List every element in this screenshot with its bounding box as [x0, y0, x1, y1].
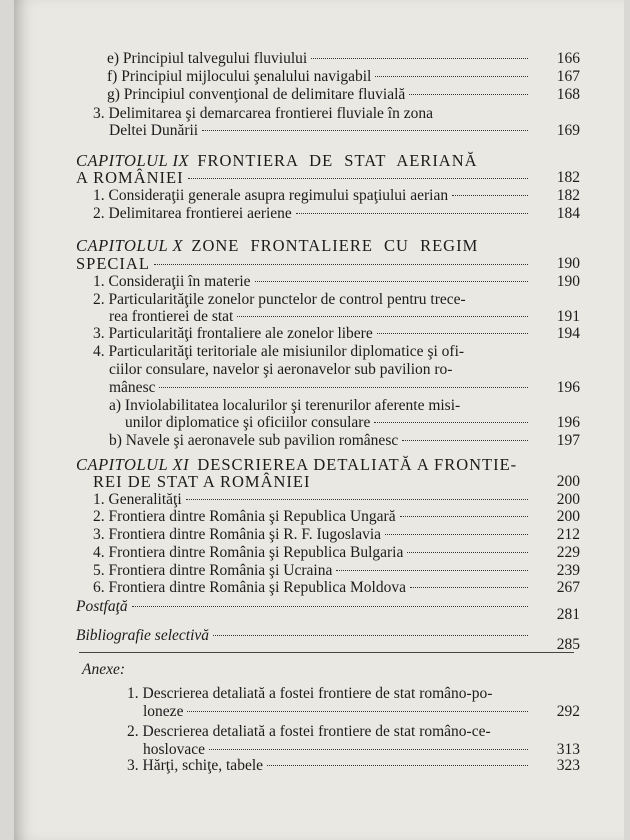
chapter-title: FRONTIERA DE STAT AERIANĂ [197, 151, 478, 170]
chapter-number: CAPITOLUL IX [76, 151, 190, 170]
toc-entry-f [107, 67, 532, 87]
page-number: 168 [556, 86, 580, 103]
toc-entry-label: 1. Consideraţii generale asupra regimului spaţiului aerian [93, 187, 449, 204]
dot-leader [407, 552, 528, 553]
dot-leader [213, 635, 528, 636]
page-number: 184 [556, 205, 580, 222]
toc-entry-10-4-line2: ciilor consulare, navelor şi aeronavelor sub pavilion ro- [109, 361, 453, 378]
page-number: 313 [556, 741, 580, 758]
toc-entry-11-4 [93, 543, 532, 563]
toc-entry-10-4b [109, 431, 532, 451]
toc-entry-label: Bibliografie selectivă [76, 627, 210, 644]
dot-leader [154, 264, 528, 265]
dot-leader [237, 316, 528, 317]
dot-leader [187, 711, 528, 712]
toc-entry-label: 3. Hărţi, schiţe, tabele [127, 757, 264, 774]
toc-entry-label: 4. Frontiera dintre România şi Republica Bulgaria [93, 544, 404, 561]
chapter-number: CAPITOLUL XI [76, 455, 190, 474]
page-number: 285 [556, 636, 580, 653]
dot-leader [409, 94, 528, 95]
chapter-number: CAPITOLUL X [76, 236, 184, 255]
toc-entry-11-2 [93, 507, 532, 527]
toc-entry-9-2 [93, 204, 532, 224]
page-number: 239 [556, 562, 580, 579]
page-number: 190 [556, 273, 580, 290]
toc-entry-10-4-line1: 4. Particularităţi teritoriale ale misiunilor diplomatice şi ofi- [93, 343, 465, 360]
toc-entry-11-3 [93, 525, 532, 545]
dot-leader [255, 281, 528, 282]
toc-annex-1-line2 [143, 702, 532, 722]
page-number: 167 [556, 68, 580, 85]
toc-entry-label: 2. Frontiera dintre România şi Republica Ungară [93, 508, 396, 525]
toc-entry-label: 3. Particularităţi frontaliere ale zonelor libere [93, 325, 373, 342]
toc-entry-label: 2. Delimitarea frontierei aeriene [93, 205, 292, 222]
dot-leader [385, 534, 528, 535]
page-number: 323 [556, 757, 580, 774]
toc-entry-label: 5. Frontiera dintre România şi Ucraina [93, 562, 333, 579]
page-number: 200 [556, 491, 580, 508]
page-number: 281 [556, 606, 580, 623]
page-number: 200 [556, 508, 580, 525]
page-number: 229 [556, 544, 580, 561]
toc-entry-label: Postfaţă [76, 598, 128, 615]
toc-entry-label: hoslovace [143, 741, 205, 758]
chapter-title: SPECIAL [76, 254, 150, 273]
chapter-10-heading [76, 236, 478, 256]
page-number: 292 [556, 703, 580, 720]
dot-leader [410, 587, 528, 588]
page-number: 169 [556, 122, 580, 139]
chapter-9-title-line2 [76, 168, 532, 188]
toc-entry-10-4a-line2 [125, 413, 532, 433]
dot-leader [375, 76, 528, 77]
dot-leader [452, 195, 528, 196]
toc-entry-10-1 [93, 272, 532, 292]
toc-entry-label: 1. Consideraţii în materie [93, 273, 251, 290]
page-number: 166 [556, 50, 580, 67]
page-number: 200 [556, 473, 580, 490]
dot-leader [132, 606, 528, 607]
dot-leader [209, 749, 528, 750]
dot-leader [377, 333, 528, 334]
toc-entry-bibliografie [76, 626, 532, 646]
toc-annex-1-line1: 1. Descrierea detaliată a fostei frontiere de stat româno-po- [127, 685, 493, 702]
toc-entry-10-4-line3 [109, 378, 532, 398]
toc-annex-2-line1: 2. Descrierea detaliată a fostei frontiere de stat româno-ce- [127, 723, 491, 740]
dot-leader [186, 499, 528, 500]
chapter-title: ZONE FRONTALIERE CU REGIM [191, 236, 479, 255]
dot-leader [400, 516, 528, 517]
toc-entry-label: 1. Generalităţi [93, 491, 182, 508]
page-number: 267 [556, 579, 580, 596]
dot-leader [202, 130, 528, 131]
page-number: 212 [556, 526, 580, 543]
toc-annex-3 [127, 756, 532, 776]
page-number: 196 [556, 379, 580, 396]
chapter-11-title-line2: REI DE STAT A ROMÂNIEI [93, 472, 311, 491]
book-page [14, 0, 624, 840]
toc-entry-3-line1: 3. Delimitarea şi demarcarea frontierei fluviale în zona [93, 105, 433, 122]
toc-entry-10-2-line1: 2. Particularităţile zonelor punctelor de control pentru trece- [93, 291, 466, 308]
chapter-title: A ROMÂNIEI [76, 168, 184, 187]
toc-entry-9-1 [93, 186, 532, 206]
chapter-title: DESCRIEREA DETALIATĂ A FRONTIE- [197, 455, 518, 474]
dot-leader [188, 178, 528, 179]
annexes-heading: Anexe: [82, 661, 126, 678]
page-number: 197 [556, 432, 580, 449]
page-number: 196 [556, 414, 580, 431]
page-number: 182 [556, 169, 580, 186]
toc-entry-label: loneze [143, 703, 184, 720]
divider-line [79, 652, 574, 653]
toc-entry-label: rea frontierei de stat [109, 308, 234, 325]
dot-leader [311, 58, 528, 59]
page-number: 182 [556, 187, 580, 204]
dot-leader [402, 440, 528, 441]
dot-leader [296, 213, 528, 214]
toc-entry-label: 3. Frontiera dintre România şi R. F. Iugoslavia [93, 526, 382, 543]
toc-entry-label: g) Principiul convenţional de delimitare fluvială [107, 86, 406, 103]
toc-entry-3-line2 [109, 121, 532, 141]
dot-leader [374, 422, 528, 423]
toc-entry-10-3 [93, 324, 532, 344]
toc-entry-11-6 [93, 578, 532, 598]
dot-leader [336, 570, 528, 571]
toc-entry-label: 6. Frontiera dintre România şi Republica Moldova [93, 579, 406, 596]
page-number: 194 [556, 325, 580, 342]
page-number: 190 [556, 255, 580, 272]
toc-entry-postfata [76, 597, 532, 617]
dot-leader [267, 765, 528, 766]
toc-entry-label: f) Principiul mijlocului şenalului navigabil [107, 68, 372, 85]
toc-entry-label: Deltei Dunării [109, 122, 199, 139]
toc-entry-10-4a-line1: a) Inviolabilitatea localurilor şi terenurilor aferente misi- [109, 397, 461, 414]
toc-entry-label: mânesc [109, 379, 156, 396]
toc-entry-g [107, 85, 532, 105]
page-number: 191 [556, 308, 580, 325]
dot-leader [159, 387, 528, 388]
toc-entry-label: unilor diplomatice şi oficiilor consulare [125, 414, 371, 431]
toc-entry-label: b) Navele şi aeronavele sub pavilion românesc [109, 432, 399, 449]
chapter-10-title-line2 [76, 254, 532, 274]
toc-entry-label: e) Principiul talvegului fluviului [107, 50, 308, 67]
toc-entry-e [107, 49, 532, 69]
